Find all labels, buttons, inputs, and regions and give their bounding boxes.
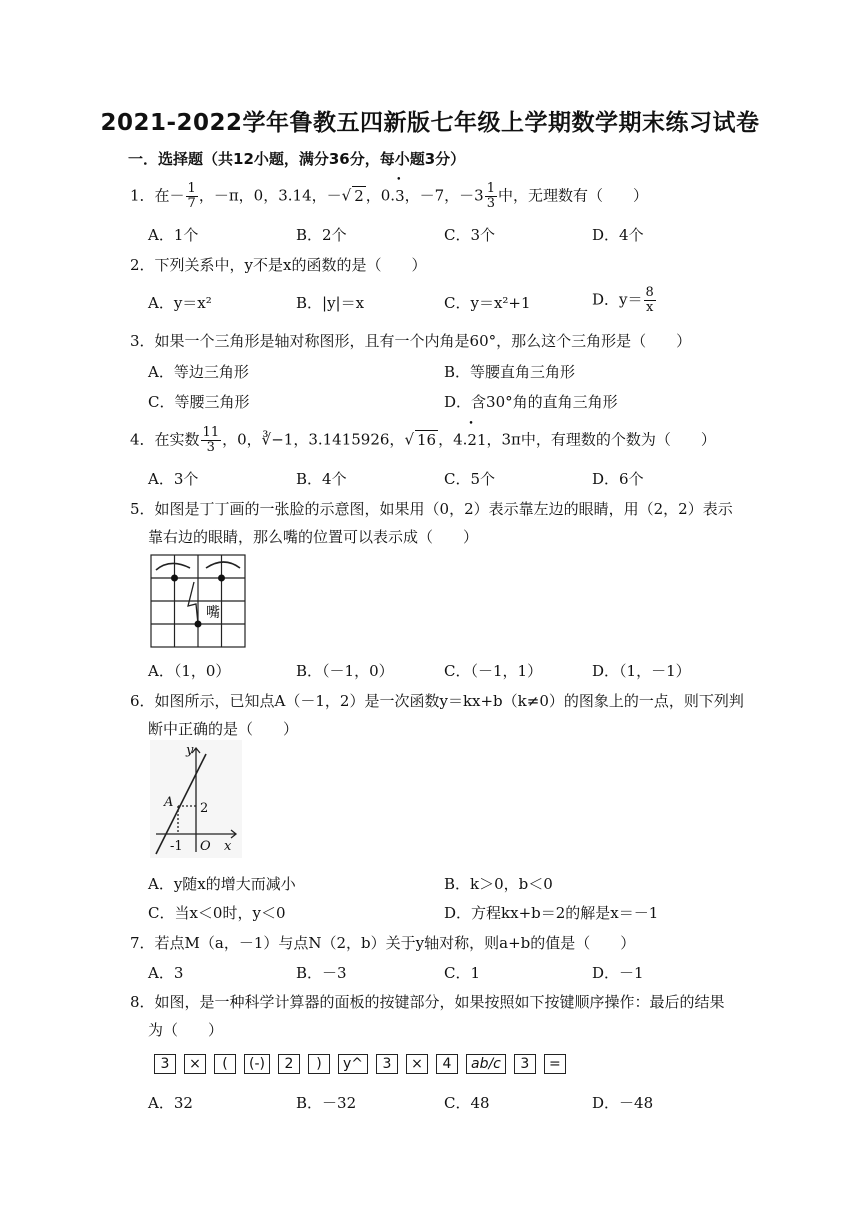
q1-sqrt: 2 — [354, 186, 364, 205]
page-title: 2021-2022学年鲁教五四新版七年级上学期数学期末练习试卷 — [100, 110, 760, 136]
q2-option-b[interactable]: B．|y|＝x — [296, 294, 365, 312]
calc-key: 4 — [436, 1054, 458, 1074]
q4-option-b[interactable]: B．4个 — [296, 470, 347, 488]
q7-option-b[interactable]: B．－3 — [296, 964, 347, 982]
q6-option-c[interactable]: C．当x＜0时，y＜0 — [148, 904, 286, 922]
q1-fraction-2 — [485, 182, 497, 211]
question-3-stem: 3．如果一个三角形是轴对称图形，且有一个内角是60°，那么这个三角形是（ ） — [130, 332, 692, 350]
q4-frac-num: 11 — [202, 425, 220, 440]
point-a-label: A — [164, 795, 174, 810]
y-axis-label: y — [186, 743, 194, 758]
question-7-stem: 7．若点M（a，－1）与点N（2，b）关于y轴对称，则a+b的值是（ ） — [130, 934, 636, 952]
q5-option-a[interactable]: A．（1，0） — [148, 662, 231, 680]
right-eye-dot — [218, 575, 225, 582]
q8-option-a[interactable]: A．32 — [148, 1094, 193, 1112]
q1-frac-den: 7 — [187, 196, 196, 211]
q6-option-a[interactable]: A．y随x的增大而减小 — [148, 875, 296, 893]
question-6-line2: 断中正确的是（ ） — [148, 720, 299, 738]
q4-prefix: 4．在实数 — [130, 430, 200, 449]
q7-option-c[interactable]: C．1 — [444, 964, 481, 982]
q1-prefix: 1．在－ — [130, 186, 185, 205]
calc-key: = — [544, 1054, 566, 1074]
linear-function-graph — [150, 740, 242, 858]
calc-key: ab/c — [466, 1054, 506, 1074]
q1-fraction — [186, 182, 198, 211]
calc-key: × — [184, 1054, 206, 1074]
q4-cube-root: ∛−1 — [261, 430, 294, 449]
q1-option-a[interactable]: A．1个 — [148, 226, 199, 244]
q4-mid1: ，0， — [222, 430, 262, 449]
calc-key: × — [406, 1054, 428, 1074]
q1-frac-num: 1 — [187, 181, 196, 196]
q5-option-d[interactable]: D．（1，－1） — [592, 662, 691, 680]
q4-fraction — [201, 426, 222, 455]
q8-option-c[interactable]: C．48 — [444, 1094, 490, 1112]
q1-mid2: ，0. — [365, 186, 396, 205]
y-two-label: 2 — [200, 801, 209, 816]
q3-option-a[interactable]: A．等边三角形 — [148, 363, 249, 381]
calc-key: 3 — [514, 1054, 536, 1074]
q2-d-num: 8 — [645, 285, 654, 300]
x-minus-one-label: -1 — [170, 839, 183, 854]
calc-key: 2 — [278, 1054, 300, 1074]
q1-suffix: 中，无理数有（ ） — [497, 186, 648, 205]
q1-mid3: ，－7，－3 — [404, 186, 484, 205]
face-grid-figure — [150, 554, 246, 648]
q1-option-c[interactable]: C．3个 — [444, 226, 496, 244]
question-4-stem: 4．在实数 $\frac{11}{3}$ ，0，∛−1，3.1415926，√ 16 ，4.• 21，3π中，有理数的个数为（ ） — [130, 426, 716, 455]
q6-option-d[interactable]: D．方程kx+b＝2的解是x＝－1 — [444, 904, 659, 922]
q4-repeating: • 21 — [467, 431, 486, 449]
question-5-line2: 靠右边的眼睛，那么嘴的位置可以表示成（ ） — [148, 528, 479, 546]
q1-option-b[interactable]: B．2个 — [296, 226, 347, 244]
q4-option-a[interactable]: A．3个 — [148, 470, 199, 488]
q2-option-a[interactable]: A．y＝x² — [148, 294, 212, 312]
q2-d-fraction — [644, 286, 656, 315]
q4-mid3: ，4. — [438, 430, 468, 449]
calc-key: (-) — [244, 1054, 270, 1074]
q5-option-b[interactable]: B．（－1，0） — [296, 662, 394, 680]
q2-d-den: x — [645, 300, 654, 315]
mouth-dot — [195, 621, 202, 628]
mouth-label: 嘴 — [206, 605, 220, 621]
q2-option-d-label: D．y＝ — [592, 290, 643, 309]
q2-option-c[interactable]: C．y＝x²+1 — [444, 294, 531, 312]
left-eye-dot — [171, 575, 178, 582]
calc-key: 3 — [376, 1054, 398, 1074]
q5-option-c[interactable]: C．（－1，1） — [444, 662, 543, 680]
q4-option-c[interactable]: C．5个 — [444, 470, 496, 488]
question-1-stem: 1．在－ $\frac{1}{7}$ ，－π，0，3.14，－√ 2 ，0.• 3，－7，－3 $\frac{1}{3}$ 中，无理数有（ ） — [130, 182, 648, 211]
calc-key: 3 — [154, 1054, 176, 1074]
q4-sqrt: 16 — [417, 430, 437, 449]
q1-frac2-den: 3 — [486, 196, 495, 211]
calc-key: ( — [214, 1054, 236, 1074]
q4-mid2: ，3.1415926， — [293, 430, 405, 449]
calc-key: y^ — [338, 1054, 368, 1074]
q3-option-b[interactable]: B．等腰直角三角形 — [444, 363, 576, 381]
question-2-stem: 2．下列关系中，y不是x的函数的是（ ） — [130, 256, 427, 274]
q1-option-d[interactable]: D．4个 — [592, 226, 644, 244]
x-axis-label: x — [224, 839, 232, 854]
q8-option-b[interactable]: B．－32 — [296, 1094, 357, 1112]
q8-option-d[interactable]: D．－48 — [592, 1094, 654, 1112]
q2-option-d[interactable] — [592, 286, 657, 315]
q4-option-d[interactable]: D．6个 — [592, 470, 644, 488]
calc-key: ) — [308, 1054, 330, 1074]
q7-option-d[interactable]: D．－1 — [592, 964, 644, 982]
q7-option-a[interactable]: A．3 — [148, 964, 184, 982]
question-5-line1: 5．如图是丁丁画的一张脸的示意图，如果用（0，2）表示靠左边的眼睛，用（2，2）表示 — [130, 500, 733, 518]
question-8-line1: 8．如图，是一种科学计算器的面板的按键部分，如果按照如下按键顺序操作：最后的结果 — [130, 993, 725, 1011]
calculator-key-sequence — [154, 1054, 566, 1074]
q6-option-b[interactable]: B．k＞0，b＜0 — [444, 875, 553, 893]
q1-mid1: ，－π，0，3.14，－ — [198, 186, 342, 205]
question-8-line2: 为（ ） — [148, 1021, 224, 1039]
q4-suffix: ，3π中，有理数的个数为（ ） — [486, 430, 716, 449]
origin-label: O — [200, 839, 211, 854]
section-heading: 一．选择题（共12小题，满分36分，每小题3分） — [128, 150, 466, 168]
q1-repeating: • 3 — [395, 187, 405, 205]
q4-frac-den: 3 — [206, 440, 215, 455]
q1-frac2-num: 1 — [486, 181, 495, 196]
question-6-line1: 6．如图所示，已知点A（－1，2）是一次函数y＝kx+b（k≠0）的图象上的一点，则下列判 — [130, 692, 744, 710]
q3-option-d[interactable]: D．含30°角的直角三角形 — [444, 393, 618, 411]
q3-option-c[interactable]: C．等腰三角形 — [148, 393, 250, 411]
